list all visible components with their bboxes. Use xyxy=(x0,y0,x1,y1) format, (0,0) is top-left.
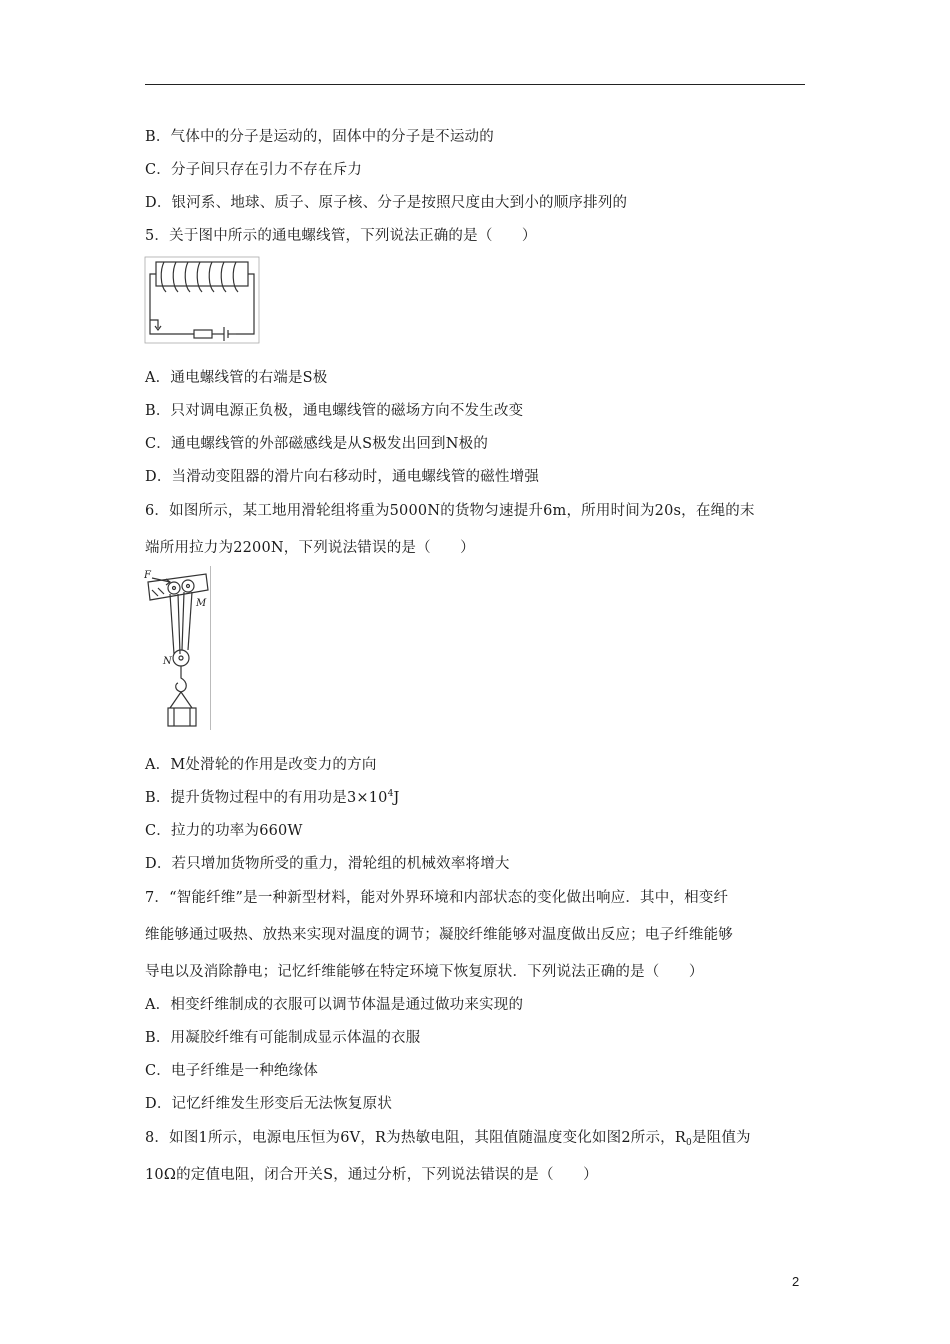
q6-option-b-exponent: 4 xyxy=(387,789,394,799)
q7-stem-line3: 导电以及消除静电；记忆纤维能够在特定环境下恢复原状．下列说法正确的是（ ） xyxy=(145,964,704,980)
q6-option-b xyxy=(145,788,400,808)
q6-option-b-unit: J xyxy=(393,790,400,806)
q4-option-b: B．气体中的分子是运动的，固体中的分子是不运动的 xyxy=(145,129,494,145)
header-rule xyxy=(145,84,805,85)
q8-stem-line2: 10Ω的定值电阻，闭合开关S，通过分析，下列说法错误的是（ ） xyxy=(145,1167,598,1183)
pulley-label-f: F xyxy=(144,570,151,581)
q4-option-d: D．银河系、地球、质子、原子核、分子是按照尺度由大到小的顺序排列的 xyxy=(145,195,628,211)
q8-stem-line1-text: 8．如图1所示，电源电压恒为6V，R为热敏电阻，其阻值随温度变化如图2所示，R xyxy=(145,1130,687,1146)
q5-option-b: B．只对调电源正负极，通电螺线管的磁场方向不发生改变 xyxy=(145,403,524,419)
q7-option-d: D．记忆纤维发生形变后无法恢复原状 xyxy=(145,1096,393,1112)
q5-option-a: A．通电螺线管的右端是S极 xyxy=(145,370,328,386)
q7-stem-line2: 维能够通过吸热、放热来实现对温度的调节；凝胶纤维能够对温度做出反应；电子纤维能够 xyxy=(145,927,733,943)
pulley-label-n: N xyxy=(163,656,172,667)
pulley-system-figure xyxy=(144,566,212,730)
q5-stem: 5．关于图中所示的通电螺线管，下列说法正确的是（ ） xyxy=(145,228,537,244)
q4-option-c: C．分子间只存在引力不存在斥力 xyxy=(145,162,363,178)
q6-option-b-text: B．提升货物过程中的有用功是3×10 xyxy=(145,790,388,806)
q7-option-c: C．电子纤维是一种绝缘体 xyxy=(145,1063,318,1079)
q8-stem-line1 xyxy=(145,1128,751,1148)
q6-option-d: D．若只增加货物所受的重力，滑轮组的机械效率将增大 xyxy=(145,856,510,872)
q6-stem-line2: 端所用拉力为2200N，下列说法错误的是（ ） xyxy=(145,540,475,556)
q5-option-d: D．当滑动变阻器的滑片向右移动时，通电螺线管的磁性增强 xyxy=(145,469,540,485)
page-number: 2 xyxy=(792,1274,800,1289)
q8-stem-line1-tail: 是阻值为 xyxy=(691,1130,751,1146)
q5-option-c: C．通电螺线管的外部磁感线是从S极发出回到N极的 xyxy=(145,436,489,452)
q7-option-b: B．用凝胶纤维有可能制成显示体温的衣服 xyxy=(145,1030,421,1046)
q6-option-a: A．M处滑轮的作用是改变力的方向 xyxy=(145,757,377,773)
q7-stem-line1: 7．“智能纤维”是一种新型材料，能对外界环境和内部状态的变化做出响应．其中，相变纤 xyxy=(145,890,729,906)
pulley-label-m: M xyxy=(196,598,207,609)
q6-stem-line1: 6．如图所示，某工地用滑轮组将重为5000N的货物匀速提升6m，所用时间为20s，在绳的末 xyxy=(145,503,755,519)
solenoid-circuit-figure xyxy=(144,256,260,344)
q6-option-c: C．拉力的功率为660W xyxy=(145,823,303,839)
q8-stem-line1-subscript: 0 xyxy=(686,1138,692,1148)
q7-option-a: A．相变纤维制成的衣服可以调节体温是通过做功来实现的 xyxy=(145,997,524,1013)
